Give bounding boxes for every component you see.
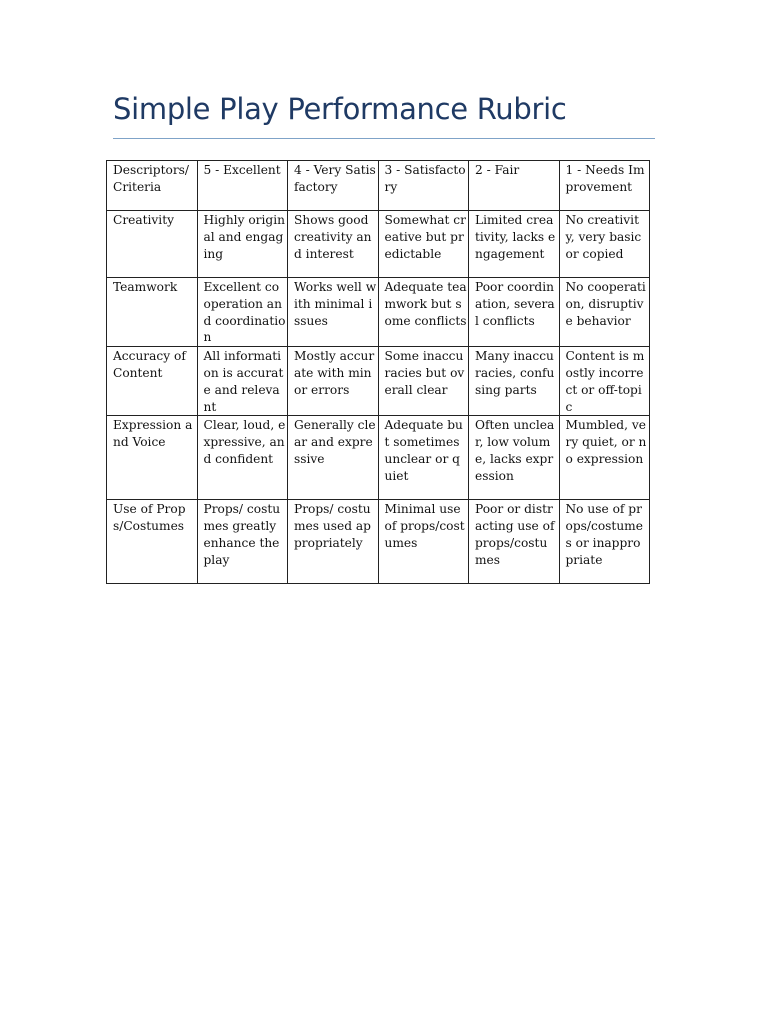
table-cell: Many inaccuracies, confusing parts <box>469 347 560 416</box>
table-cell: Mostly accurate with minor errors <box>288 347 379 416</box>
table-cell: Excellent cooperation and coordination <box>197 278 288 347</box>
table-cell: Mumbled, very quiet, or no expression <box>559 416 650 500</box>
table-cell: Works well with minimal issues <box>288 278 379 347</box>
table-cell: Somewhat creative but predictable <box>378 211 469 278</box>
title-underline <box>113 138 655 139</box>
table-cell: All information is accurate and relevant <box>197 347 288 416</box>
table-cell: Limited creativity, lacks engagement <box>469 211 560 278</box>
table-cell: No creativity, very basic or copied <box>559 211 650 278</box>
table-row <box>107 500 650 584</box>
table-header-row <box>107 161 650 211</box>
header-cell-excellent: 5 - Excellent <box>197 161 288 211</box>
header-cell-fair: 2 - Fair <box>469 161 560 211</box>
table-row <box>107 347 650 416</box>
table-cell: Minimal use of props/costumes <box>378 500 469 584</box>
table-cell: Props/ costumes used appropriately <box>288 500 379 584</box>
table-row <box>107 278 650 347</box>
table-cell: Clear, loud, expressive, and confident <box>197 416 288 500</box>
table-cell: Adequate but sometimes unclear or quiet <box>378 416 469 500</box>
table-cell: Highly original and engaging <box>197 211 288 278</box>
criterion-cell: Creativity <box>107 211 198 278</box>
header-cell-satisfactory: 3 - Satisfactory <box>378 161 469 211</box>
table-row <box>107 416 650 500</box>
table-cell: Generally clear and expressive <box>288 416 379 500</box>
rubric-table <box>106 160 650 584</box>
table-cell: Some inaccuracies but overall clear <box>378 347 469 416</box>
criterion-cell: Teamwork <box>107 278 198 347</box>
table-cell: Props/ costumes greatly enhance the play <box>197 500 288 584</box>
table-cell: Adequate teamwork but some conflicts <box>378 278 469 347</box>
table-cell: No use of props/costumes or inappropriate <box>559 500 650 584</box>
table-cell: Poor or distracting use of props/costumes <box>469 500 560 584</box>
criterion-cell: Use of Props/Costumes <box>107 500 198 584</box>
table-cell: No cooperation, disruptive behavior <box>559 278 650 347</box>
header-cell-needs-improvement: 1 - Needs Improvement <box>559 161 650 211</box>
header-cell-descriptors: Descriptors/ Criteria <box>107 161 198 211</box>
table-cell: Often unclear, low volume, lacks expression <box>469 416 560 500</box>
table-row <box>107 211 650 278</box>
header-cell-very-satisfactory: 4 - Very Satisfactory <box>288 161 379 211</box>
table-cell: Poor coordination, several conflicts <box>469 278 560 347</box>
document-title: Simple Play Performance Rubric <box>113 92 567 126</box>
table-cell: Shows good creativity and interest <box>288 211 379 278</box>
criterion-cell: Expression and Voice <box>107 416 198 500</box>
criterion-cell: Accuracy of Content <box>107 347 198 416</box>
table-cell: Content is mostly incorrect or off-topic <box>559 347 650 416</box>
